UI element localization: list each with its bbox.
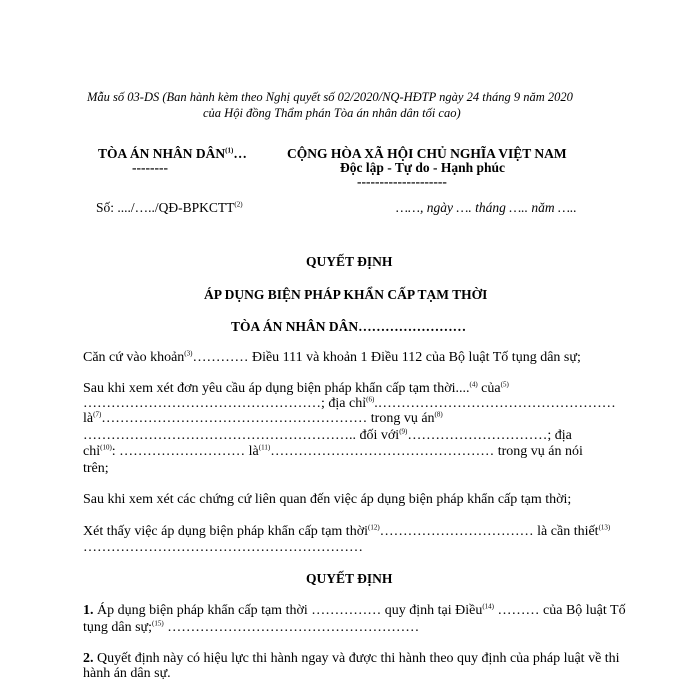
date-line: ……, ngày …. tháng ….. năm ….. [396,200,577,215]
decision-item-1-line1: 1. Áp dụng biện pháp khẩn cấp tạm thời …………… quy định tại Điều$^{(14)}$ ……… của Bộ luật Tố [83,602,626,618]
necessity-line2: …………………………………………………… [83,540,363,555]
basis-paragraph: Căn cứ vào khoản$^{(3)}$………… Điều 111 và khoản 1 Điều 112 của Bộ luật Tố tụng dân sự; [83,349,581,365]
review-line1: Sau khi xem xét đơn yêu cầu áp dụng biện pháp khẩn cấp tạm thời....$^{(4)}$ của$^{(5)}$ [83,380,509,396]
decision-item-1-line2: tụng dân sự;$^{(15)}$ ……………………………………………… [83,619,420,635]
form-note-line1: Mẫu số 03-DS (Ban hành kèm theo Nghị quyết số 02/2020/NQ-HĐTP ngày 24 tháng 9 năm 2020 [87,90,573,104]
review-line2: ……………………………………………; địa chỉ$^{(6)}$.…………………………………………… [83,395,616,411]
court-title: TÒA ÁN NHÂN DÂN…………………… [231,319,467,334]
review-line3: $là^{(7)}\dots\dots\dots\dots\dots\dots\dots\dots\dots\dots\dots\dots\dots\dots\dots\dots\dots\dots\dots$ trong vụ $án^{(8)}$ [83,410,443,426]
decision-item-2-line1: 2. Quyết định này có hiệu lực thi hành ngay và được thi hành theo quy định của pháp luật về thi [83,651,620,666]
decision-heading: QUYẾT ĐỊNH [306,571,393,586]
necessity-line1: Xét thấy việc áp dụng biện pháp khẩn cấp tạm thời$^{(12)}$…………………………… là cần thiết$^{(13)}$ [83,523,611,539]
court-rule: -------- [132,160,168,175]
nation-title: CỘNG HÒA XÃ HỘI CHỦ NGHĨA VIỆT NAM [287,146,567,161]
review-line5: chỉ$^{(10)}$: ……………………… $là^{(11)}\dots\dots\dots\dots\dots\dots\dots\dots\dots\dots\dots\dots\dots\dots\dots\dots$ trong vụ án nói [83,443,583,459]
review-line6: trên; [83,461,109,476]
form-note-line2: của Hội đồng Thẩm phán Tòa án nhân dân tối cao) [203,106,461,120]
decision-title: QUYẾT ĐỊNH [306,254,393,269]
decision-subtitle: ÁP DỤNG BIỆN PHÁP KHẨN CẤP TẠM THỜI [204,287,488,302]
review-line4: ………………………………………………….. đối với$^{(9)}$…………………………; địa [83,427,572,443]
nation-rule: -------------------- [357,174,447,189]
decision-item-2-line2: hành án dân sự. [83,666,171,681]
evidence-paragraph: Sau khi xem xét các chứng cứ liên quan đến việc áp dụng biện pháp khẩn cấp tạm thời; [83,492,572,507]
document-number: Số: ..../…../QĐ-BPKCTT$^{(2)}$ [96,200,243,215]
nation-motto: Độc lập - Tự do - Hạnh phúc [340,160,506,175]
court-name: TÒA ÁN NHÂN DÂN$^{(1)}$… [98,146,247,161]
